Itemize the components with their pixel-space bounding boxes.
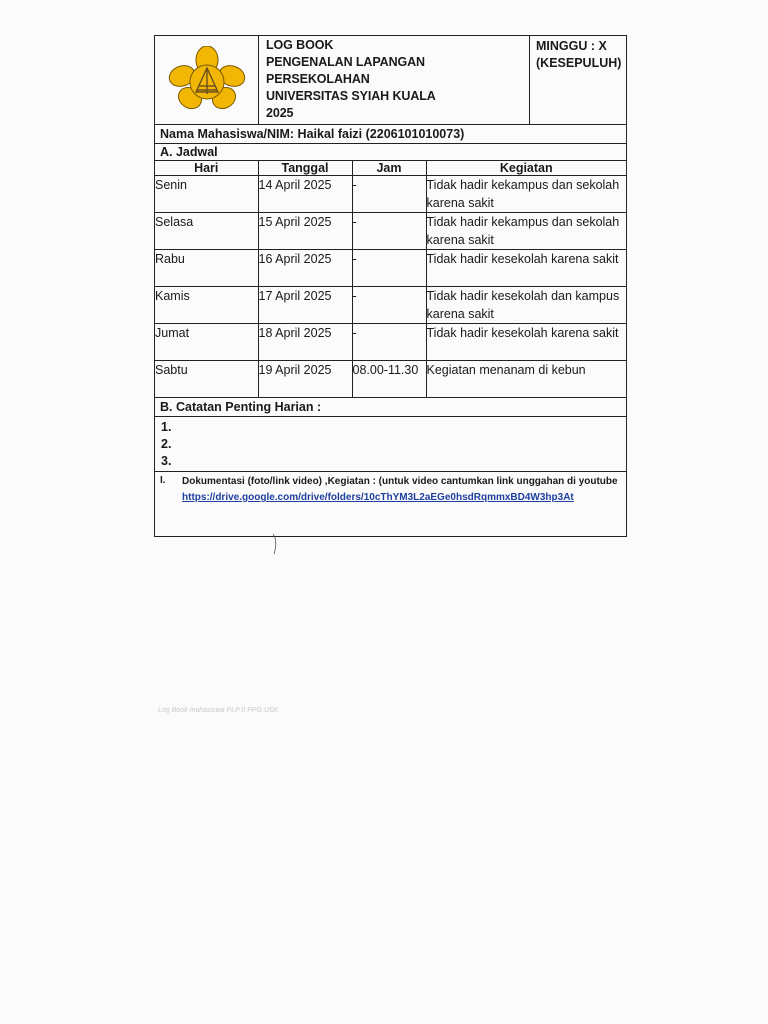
- cell-time: -: [352, 324, 426, 361]
- cell-day: Selasa: [155, 213, 258, 250]
- table-row: [155, 361, 626, 398]
- university-logo-icon: [168, 46, 246, 114]
- cell-date: 19 April 2025: [258, 361, 352, 398]
- footer-watermark: Log Book mahasiswa PLP II PPG USK: [158, 707, 279, 714]
- cell-activity: Tidak hadir kekampus dan sekolah karena sakit: [426, 213, 626, 250]
- logbook-sheet: [154, 35, 627, 537]
- cell-time: -: [352, 250, 426, 287]
- title-cell: [259, 36, 530, 124]
- cell-date: 14 April 2025: [258, 176, 352, 213]
- cell-activity: Kegiatan menanam di kebun: [426, 361, 626, 398]
- cell-day: Kamis: [155, 287, 258, 324]
- notes-section-title: B. Catatan Penting Harian :: [155, 398, 626, 417]
- table-row: [155, 287, 626, 324]
- cell-time: -: [352, 287, 426, 324]
- table-row: [155, 250, 626, 287]
- documentation-text: Dokumentasi (foto/link video) ,Kegiatan : (untuk video cantumkan link unggahan di youtube: [182, 476, 618, 487]
- cell-time: -: [352, 213, 426, 250]
- cell-day: Jumat: [155, 324, 258, 361]
- notes-list: [155, 417, 626, 472]
- cell-date: 17 April 2025: [258, 287, 352, 324]
- table-row: [155, 213, 626, 250]
- title-line-4: UNIVERSITAS SYIAH KUALA: [266, 89, 436, 103]
- schedule-section-title: A. Jadwal: [155, 144, 626, 161]
- schedule-header-row: [155, 161, 626, 176]
- cell-date: 18 April 2025: [258, 324, 352, 361]
- pencil-mark-icon: [271, 533, 279, 555]
- cell-day: Rabu: [155, 250, 258, 287]
- cell-day: Senin: [155, 176, 258, 213]
- cell-activity: Tidak hadir kesekolah karena sakit: [426, 250, 626, 287]
- documentation-number: I.: [160, 475, 166, 486]
- cell-date: 15 April 2025: [258, 213, 352, 250]
- table-row: [155, 324, 626, 361]
- student-name-nim: Nama Mahasiswa/NIM: Haikal faizi (2206101010073): [155, 125, 626, 144]
- column-header-day: Hari: [155, 161, 258, 176]
- title-line-5: 2025: [266, 106, 294, 120]
- title-line-1: LOG BOOK: [266, 38, 334, 52]
- list-item: 3.: [161, 454, 172, 468]
- cell-activity: Tidak hadir kekampus dan sekolah karena sakit: [426, 176, 626, 213]
- cell-day: Sabtu: [155, 361, 258, 398]
- cell-time: -: [352, 176, 426, 213]
- cell-date: 16 April 2025: [258, 250, 352, 287]
- week-word: (KESEPULUH): [536, 56, 622, 70]
- list-item: 2.: [161, 437, 172, 451]
- title-line-2: PENGENALAN LAPANGAN: [266, 55, 425, 69]
- week-cell: [530, 36, 626, 124]
- logbook-header: [155, 36, 626, 125]
- cell-activity: Tidak hadir kesekolah karena sakit: [426, 324, 626, 361]
- table-row: [155, 176, 626, 213]
- logo-cell: [155, 36, 259, 124]
- documentation-link[interactable]: https://drive.google.com/drive/folders/10cThYM3L2aEGe0hsdRqmmxBD4W3hp3At: [182, 492, 574, 503]
- column-header-activity: Kegiatan: [426, 161, 626, 176]
- cell-activity: Tidak hadir kesekolah dan kampus karena sakit: [426, 287, 626, 324]
- title-line-3: PERSEKOLAHAN: [266, 72, 370, 86]
- column-header-date: Tanggal: [258, 161, 352, 176]
- cell-time: 08.00-11.30: [352, 361, 426, 398]
- week-number: MINGGU : X: [536, 39, 607, 53]
- list-item: 1.: [161, 420, 172, 434]
- documentation-section: [155, 472, 626, 506]
- column-header-time: Jam: [352, 161, 426, 176]
- schedule-table: [155, 161, 626, 398]
